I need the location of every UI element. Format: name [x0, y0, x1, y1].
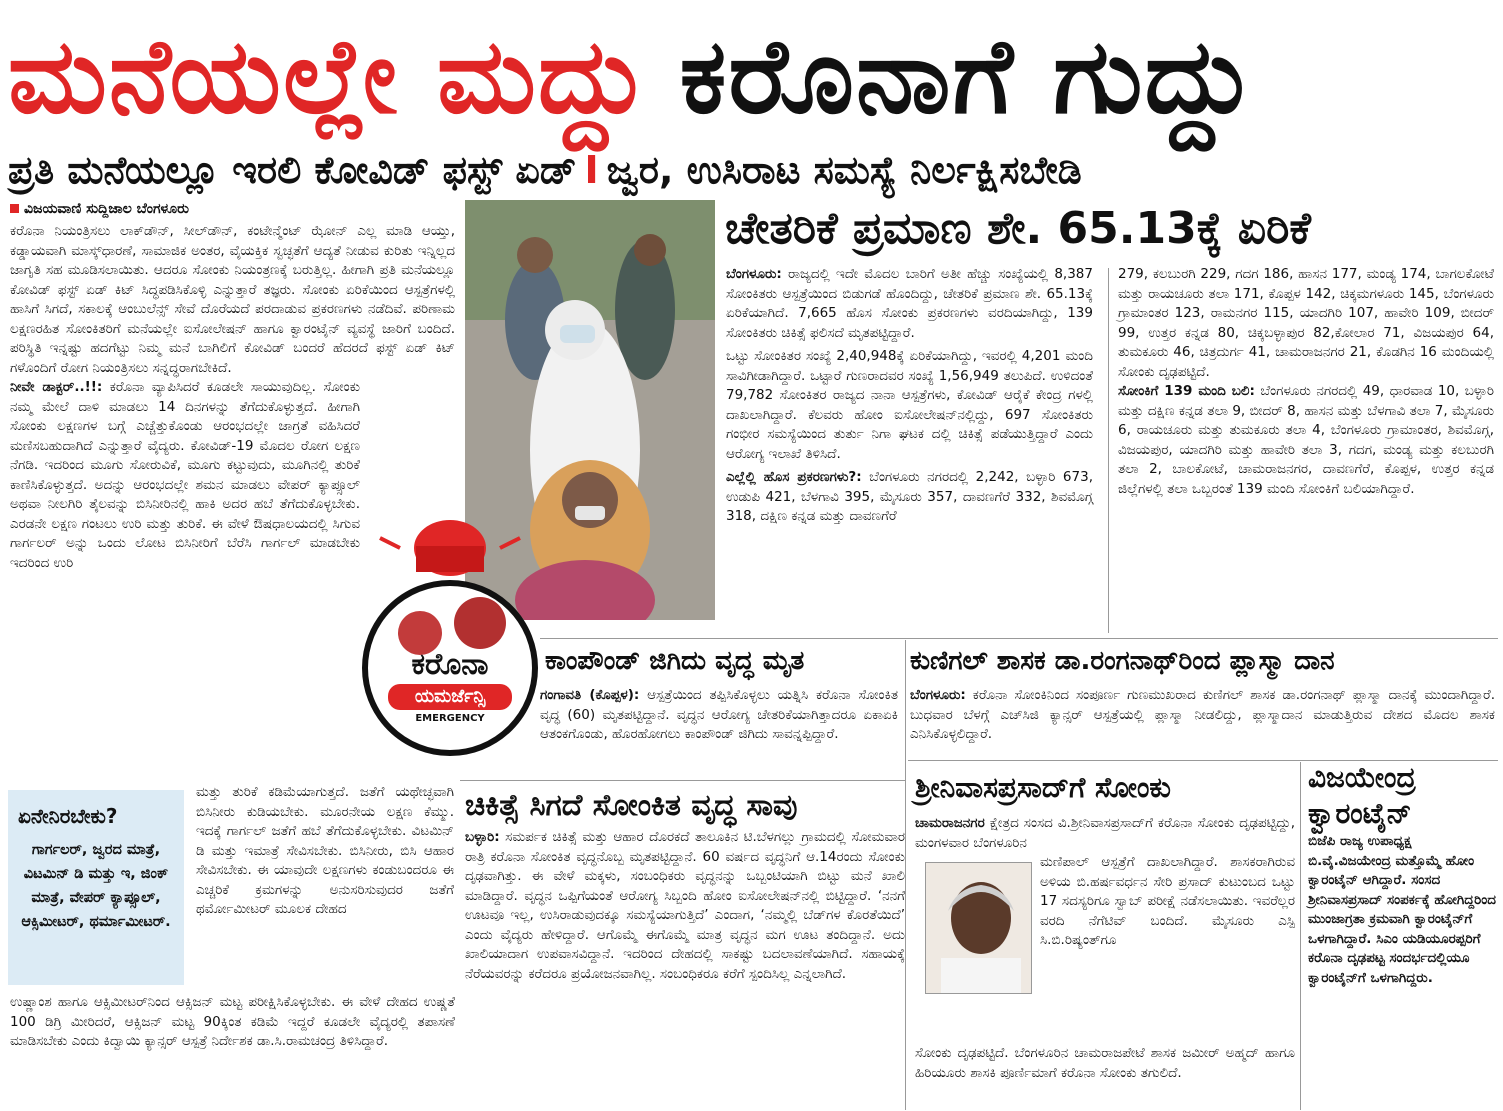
subhead-separator: I [584, 148, 599, 192]
headline-part1: ಮನೆಯಲ್ಲೇ ಮದ್ದು [8, 15, 650, 137]
chikitse-story: ಬಳ್ಳಾರಿ: ಸಮರ್ಪಕ ಚಿಕಿತ್ಸೆ ಮತ್ತು ಆಹಾರ ದೊರಕದೆ ತಾಲೂಕಿನ ಟಿ.ಬೆಳಗಲ್ಲು ಗ್ರಾಮದಲ್ಲಿ ಸೋಮವಾರ ರಾತ್ರಿ ಕರೊನಾ ಸೋಂಕಿತ ವೃದ್ಧನೊಬ್ಬ ಮೃತಪಟ್ಟಿದ್ದಾನೆ. 60 ವರ್ಷದ ವೃದ್ಧನಿಗೆ ಆ.14ರಂದು ಸೋಂಕು ದೃಢವಾಗಿತ್ತು. ಈ ವೇಳೆ ಮಕ್ಕಳು, ಸಂಬಂಧಿಕರು ವೃದ್ಧನನ್ನು ಒಬ್ಬಂಟಿಯಾಗಿ ಬಿಟ್ಟು ಮನೆ ಖಾಲಿ ಮಾಡಿದ್ದಾರೆ. ವೃದ್ಧನ ಒಪ್ಪಿಗೆಯಂತೆ ಆರೋಗ್ಯ ಸಿಬ್ಬಂದಿ ಹೋಂ ಐಸೋಲೇಷನ್‌ನಲ್ಲಿ ಬಿಟ್ಟಿದ್ದಾರೆ. ‘ನನಗೆ ಊಟವೂ ಇಲ್ಲ, ಉಸಿರಾಡುವುದಕ್ಕೂ ಸಮಸ್ಯೆಯಾಗುತ್ತಿದೆ’ ಎಂದಾಗ, ‘ನಮ್ಮಲ್ಲಿ ಬೆಡ್‌ಗಳ ಕೊರತೆಯಿದೆ’ ಎಂದು ವೈದ್ಯರು ಹೇಳಿದ್ದಾರೆ. ಆಗೊಮ್ಮೆ ಈಗೊಮ್ಮೆ ಮಾತ್ರ ವೃದ್ಧನ ಮಗ ಊಟ ತಂದಿದ್ದಾನೆ. ಅದು ಖಾಲಿಯಾದಾಗ ಉಪವಾಸವಿದ್ದಾನೆ. ಇದರಿಂದ ದೇಹದಲ್ಲಿ ಸಾಕಷ್ಟು ಬದಲಾವಣೆಯಾಗಿದೆ. ಸಹಾಯಕ್ಕೆ ನೆರೆಯವರನ್ನು ಕರೆದರೂ ಪ್ರಯೋಜನವಾಗಿಲ್ಲ. ಸಂಬಂಧಿಕರೂ ಕರೆಗೆ ಸ್ಪಂದಿಸಿಲ್ಲ ಎನ್ನಲಾಗಿದೆ. [465, 829, 905, 982]
recovery-para5: ಸೋಂಕಿಗೆ 139 ಮಂದಿ ಬಲಿ: ಬೆಂಗಳೂರು ನಗರದಲ್ಲಿ 49, ಧಾರವಾಡ 10, ಬಳ್ಳಾರಿ ಮತ್ತು ದಕ್ಷಿಣ ಕನ್ನಡ ತಲಾ 9, ಬೀದರ್ 8, ಹಾಸನ ಮತ್ತು ಬೆಳಗಾವಿ ತಲಾ 7, ಮೈಸೂರು 6, ರಾಯಚೂರು ಮತ್ತು ತುಮಕೂರು ತಲಾ 4, ಬೆಂಗಳೂರು ಗ್ರಾಮಾಂತರ, ಶಿವಮೊಗ್ಗ, ವಿಜಯಪುರ, ಯಾದಗಿರಿ ಮತ್ತು ಹಾವೇರಿ ತಲಾ 3, ಗದಗ, ಮಂಡ್ಯ ಮತ್ತು ಕಲಬುರಗಿ ತಲಾ 2, ಬಾಲಕೋಟೆ, ಚಾಮರಾಜನಗರ, ದಾವಣಗೆರೆ, ಕೊಪ್ಪಳ, ಉತ್ತರ ಕನ್ನಡ ಜಿಲ್ಲೆಗಳಲ್ಲಿ ತಲಾ ಒಬ್ಬರಂತೆ 139 ಮಂದಿ ಸೋಂಕಿಗೆ ಬಲಿಯಾಗಿದ್ದಾರೆ. [1118, 383, 1494, 497]
byline: ವಿಜಯವಾಣಿ ಸುದ್ದಿಜಾಲ ಬೆಂಗಳೂರು [10, 200, 455, 218]
kunigal-story: ಬೆಂಗಳೂರು: ಕರೊನಾ ಸೋಂಕಿನಿಂದ ಸಂಪೂರ್ಣ ಗುಣಮುಖರಾದ ಕುಣಿಗಲ್ ಶಾಸಕ ಡಾ.ರಂಗನಾಥ್ ಪ್ಲಾಸ್ಮಾ ದಾನಕ್ಕೆ ಮುಂದಾಗಿದ್ದಾರೆ. ಬುಧವಾರ ಬೆಳಗ್ಗೆ ಎಚ್‌ಸಿಜಿ ಕ್ಯಾನ್ಸರ್ ಆಸ್ಪತ್ರೆಯಲ್ಲಿ ಪ್ಲಾಸ್ಮಾ ನೀಡಲಿದ್ದು, ಪ್ಲಾಸ್ಮಾದಾನ ಮಾಡುತ್ತಿರುವ ದೇಶದ ಮೊದಲ ಶಾಸಕ ಎನಿಸಿಕೊಳ್ಳಲಿದ್ದಾರೆ. [910, 687, 1495, 742]
checklist-box [8, 790, 184, 985]
main-story-para1: ಕರೊನಾ ನಿಯಂತ್ರಿಸಲು ಲಾಕ್‌ಡೌನ್, ಸೀಲ್‌ಡೌನ್, ಕಂಟೇನ್ಮೆಂಟ್ ಝೋನ್ ಎಲ್ಲ ಮಾಡಿ ಆಯ್ತು, ಕಡ್ಡಾಯವಾಗಿ ಮಾಸ್ಕ್‌ಧಾರಣೆ, ಸಾಮಾಜಿಕ ಅಂತರ, ವೈಯಕ್ತಿಕ ಸ್ವಚ್ಛತೆಗೆ ಆದ್ಯತೆ ನೀಡುವ ಕುರಿತು ಇನ್ನಿಲ್ಲದ ಜಾಗೃತಿ ಸಹ ಮೂಡಿಸಲಾಯಿತು. ಆದರೂ ಸೋಂಕು ನಿಯಂತ್ರಣಕ್ಕೆ ಬರುತ್ತಿಲ್ಲ. ಹೀಗಾಗಿ ಪ್ರತಿ ಮನೆಯಲ್ಲೂ ಕೋವಿಡ್ ಫಸ್ಟ್ ಏಡ್ ಕಿಟ್ ಸಿದ್ಧಪಡಿಸಿಕೊಳ್ಳಿ ಎನ್ನುತ್ತಾರೆ ತಜ್ಞರು. ಸೋಂಕು ಏರಿಕೆಯಿಂದ ಆಸ್ಪತ್ರೆಗಳಲ್ಲಿ ಹಾಸಿಗೆ ಸಿಗದೆ, ಸಕಾಲಕ್ಕೆ ಆಂಬುಲೆನ್ಸ್ ಸೇವೆ ದೊರೆಯದೆ ಪರದಾಡುವ ಪ್ರಕರಣಗಳು ನಡೆದಿವೆ. ಪರಿಣಾಮ ಲಕ್ಷಣರಹಿತ ಸೋಂಕಿತರಿಗೆ ಮನೆಯಲ್ಲೇ ಐಸೋಲೇಷನ್ ಹಾಗೂ ಕ್ವಾರಂಟೈನ್ ವ್ಯವಸ್ಥೆ ಜಾರಿಗೆ ಬಂದಿದೆ. ಪರಿಸ್ಥಿತಿ ಇನ್ನಷ್ಟು ಹದಗೆಟ್ಟು ನಿಮ್ಮ ಮನೆ ಬಾಗಿಲಿಗೆ ಕೋವಿಡ್ ಬಂದರೆ ಹೆದರದೆ ಫಸ್ಟ್ ಏಡ್ ಕಿಟ್ ಗಳೊಂದಿಗೆ ರೋಗ ನಿಯಂತ್ರಿಸಲು ಸನ್ನದ್ಧರಾಗಬೇಕಿದೆ. [10, 223, 455, 376]
recovery-para4: 279, ಕಲಬುರಗಿ 229, ಗದಗ 186, ಹಾಸನ 177, ಮಂಡ್ಯ 174, ಬಾಗಲಕೋಟೆ ಮತ್ತು ರಾಯಚೂರು ತಲಾ 171, ಕೊಪ್ಪಳ 142, ಚಿಕ್ಕಮಗಳೂರು 145, ಬೆಂಗಳೂರು ಗ್ರಾಮಾಂತರ 123, ರಾಮನಗರ 115, ಯಾದಗಿರಿ 107, ಹಾವೇರಿ 109, ಬೀದರ್ 99, ಉತ್ತರ ಕನ್ನಡ 80, ಚಿಕ್ಕಬಳ್ಳಾಪುರ 82,ಕೋಲಾರ 71, ವಿಜಯಪುರ 64, ತುಮಕೂರು 46, ಚಿತ್ರದುರ್ಗ 41, ಚಾಮರಾಜನಗರ 21, ಕೊಡಗಿನ 16 ಮಂದಿಯಲ್ಲಿ ಸೋಂಕು ದೃಢಪಟ್ಟಿದೆ. [1118, 266, 1494, 380]
headline-part2: ಕರೊನಾಗೆ ಗುದ್ದು [679, 15, 1257, 137]
sreeni-headline: ಶ್ರೀನಿವಾಸಪ್ರಸಾದ್‌ಗೆ ಸೋಂಕು [915, 771, 1171, 804]
section-rule [540, 638, 1498, 639]
sreeni-story-top: ಚಾಮರಾಜನಗರ ಕ್ಷೇತ್ರದ ಸಂಸದ ವಿ.ಶ್ರೀನಿವಾಸಪ್ರಸಾದ್‌ಗೆ ಕರೊನಾ ಸೋಂಕು ದೃಢಪಟ್ಟಿದ್ದು, ಮಂಗಳವಾರ ಬೆಂಗಳೂರಿನ [915, 815, 1295, 851]
badge-line1: ಕರೊನಾ [411, 647, 489, 682]
checklist-title: ಏನೇನಿರಬೇಕು? [18, 804, 118, 828]
kunigal-headline: ಕುಣಿಗಲ್ ಶಾಸಕ ಡಾ.ರಂಗನಾಥ್‌ರಿಂದ ಪ್ಲಾಸ್ಮಾ ದಾನ [910, 646, 1335, 676]
main-story-end [10, 993, 455, 1052]
byline-marker-icon [10, 204, 19, 213]
column-rule [1300, 762, 1301, 1110]
badge-line2: ಯಮರ್ಜೆನ್ಸಿ [388, 684, 512, 710]
column-rule [905, 640, 906, 1110]
recovery-para1: ಬೆಂಗಳೂರು: ರಾಜ್ಯದಲ್ಲಿ ಇದೇ ಮೊದಲ ಬಾರಿಗೆ ಅತೀ ಹೆಚ್ಚು ಸಂಖ್ಯೆಯಲ್ಲಿ 8,387 ಸೋಂಕಿತರು ಆಸ್ಪತ್ರೆಯಿಂದ ಬಿಡುಗಡೆ ಹೊಂದಿದ್ದು, ಚೇತರಿಕೆ ಪ್ರಮಾಣ ಶೇ. 65.13ಕ್ಕೆ ಏರಿಕೆಯಾಗಿದೆ. 7,665 ಹೊಸ ಸೋಂಕು ಪ್ರಕರಣಗಳು ವರದಿಯಾಗಿದ್ದು, 139 ಸೋಂಕಿತರು ಚಿಕಿತ್ಸೆ ಫಲಿಸದೆ ಮೃತಪಟ್ಟಿದ್ದಾರೆ. [726, 266, 1093, 341]
main-story-para3: ಮತ್ತು ತುರಿಕೆ ಕಡಿಮೆಯಾಗುತ್ತದೆ. ಜತೆಗೆ ಯಥೇಚ್ಛವಾಗಿ ಬಿಸಿನೀರು ಕುಡಿಯಬೇಕು. ಮೂರನೇಯ ಲಕ್ಷಣ ಕೆಮ್ಮು. ಇದಕ್ಕೆ ಗಾರ್ಗಲ್ ಜತೆಗೆ ಹಬೆ ತೆಗೆದುಕೊಳ್ಳಬೇಕು. ವಿಟಮಿನ್ ಡಿ ಮತ್ತು ಇಮಾತ್ರೆ ಸೇವಿಸಬೇಕು. ಬಿಸಿನೀರು, ಬಿಸಿ ಆಹಾರ ಸೇವಿಸಬೇಕು. ಈ ಯಾವುದೇ ಲಕ್ಷಣಗಳು ಕಂಡುಬಂದರೂ ಈ ಎಚ್ಚರಿಕೆ ಕ್ರಮಗಳನ್ನು ಅನುಸರಿಸುವುದರ ಜತೆಗೆ ಥರ್ಮೋಮೀಟರ್ ಮೂಲಕ ದೇಹದ [196, 784, 454, 917]
recovery-column-1 [726, 265, 1093, 527]
sreeni-story-right: ಮಣಿಪಾಲ್ ಆಸ್ಪತ್ರೆಗೆ ದಾಖಲಾಗಿದ್ದಾರೆ. ಶಾಸಕರಾಗಿರುವ ಅಳಿಯ ಬಿ.ಹರ್ಷವರ್ಧನ ಸೇರಿ ಪ್ರಸಾದ್ ಕುಟುಂಬದ ಒಟ್ಟು 17 ಸದಸ್ಯರಿಗೂ ಸ್ವಾಬ್ ಪರೀಕ್ಷೆ ನಡೆಸಲಾಯಿತು. ಇವರೆಲ್ಲರ ವರದಿ ನೆಗೆಟಿವ್ ಬಂದಿದೆ. ಮೈಸೂರು ಎಸ್ಪಿ ಸಿ.ಬಿ.ರಿಷ್ಯಂತ್‌ಗೂ [1040, 854, 1295, 948]
subhead-left: ಪ್ರತಿ ಮನೆಯಲ್ಲೂ ಇರಲಿ ಕೋವಿಡ್ ಫಸ್ಟ್ ಏಡ್ [8, 148, 577, 192]
main-story-para2: ನೀವೇ ಡಾಕ್ಟರ್..!!: ಕರೊನಾ ವ್ಯಾಪಿಸಿದರೆ ಕೂಡಲೇ ಸಾಯುವುದಿಲ್ಲ. ಸೋಂಕು ನಮ್ಮ ಮೇಲೆ ದಾಳಿ ಮಾಡಲು 14 ದಿನಗಳನ್ನು ತೆಗೆದುಕೊಳ್ಳುತ್ತದೆ. ಹೀಗಾಗಿ ಸೋಂಕು ಲಕ್ಷಣಗಳ ಬಗ್ಗೆ ಎಚ್ಚೆತ್ತುಕೊಂಡು ಆರಂಭದಲ್ಲೇ ಜಾಗ್ರತೆ ವಹಿಸಿದರೆ ಮಣಿಸಬಹುದಾಗಿದೆ ಎನ್ನುತ್ತಾರೆ ವೈದ್ಯರು. ಕೋವಿಡ್-19 ಮೊದಲ ರೋಗ ಲಕ್ಷಣ ನೆಗಡಿ. ಇದರಿಂದ ಮೂಗು ಸೋರುವಿಕೆ, ಮೂಗು ಕಟ್ಟುವುದು, ಮೂಗಿನಲ್ಲಿ ತುರಿಕೆ ಕಾಣಿಸಿಕೊಳ್ಳುತ್ತದೆ. ಅದನ್ನು ಆರಂಭದಲ್ಲೇ ಶಮನ ಮಾಡಲು ವೇಪರ್ ಕ್ಯಾಪ್ಸೂಲ್ ಅಥವಾ ನೀಲಗಿರಿ ತೈಲವನ್ನು ಬಿಸಿನೀರಿನಲ್ಲಿ ಹಾಕಿ ಅದರ ಹಬೆ ತೆಗೆದುಕೊಳ್ಳಬೇಕು. ಎರಡನೇ ಲಕ್ಷಣ ಗಂಟಲು ಉರಿ ಮತ್ತು ತುರಿಕೆ. ಈ ವೇಳೆ ಔಷಧಾಲಯದಲ್ಲಿ ಸಿಗುವ ಗಾರ್ಗಲರ್ ಅನ್ನು ಒಂದು ಲೋಟ ಬಿಸಿನೀರಿಗೆ ಬೆರೆಸಿ ಗಾರ್ಗಲ್ ಮಾಡಬೇಕು ಇದರಿಂದ ಉರಿ [10, 379, 360, 571]
recovery-headline: ಚೇತರಿಕೆ ಪ್ರಮಾಣ ಶೇ. 65.13ಕ್ಕೆ ಏರಿಕೆ [725, 203, 1311, 254]
main-story-para4: ಉಷ್ಣಾಂಶ ಹಾಗೂ ಆಕ್ಸಿಮೀಟರ್‌ನಿಂದ ಆಕ್ಸಿಜನ್ ಮಟ್ಟ ಪರೀಕ್ಷಿಸಿಕೊಳ್ಳಬೇಕು. ಈ ವೇಳೆ ದೇಹದ ಉಷ್ಣತೆ 100 ಡಿಗ್ರಿ ಮೀರಿದರೆ, ಆಕ್ಸಿಜನ್ ಮಟ್ಟ 90ಕ್ಕಿಂತ ಕಡಿಮೆ ಇದ್ದರೆ ಕೂಡಲೇ ವೈದ್ಯರಲ್ಲಿ ತಪಾಸಣೆ ಮಾಡಿಸಬೇಕು ಎಂದು ಕಿದ್ವಾಯಿ ಕ್ಯಾನ್ಸರ್ ಆಸ್ಪತ್ರೆ ನಿರ್ದೇಶಕ ಡಾ.ಸಿ.ರಾಮಚಂದ್ರ ತಿಳಿಸಿದ್ದಾರೆ. [10, 994, 455, 1049]
badge-line3: EMERGENCY [415, 713, 485, 724]
recovery-column-2 [1118, 265, 1494, 499]
recovery-para3: ಎಲ್ಲೆಲ್ಲಿ ಹೊಸ ಪ್ರಕರಣಗಳು?: ಬೆಂಗಳೂರು ನಗರದಲ್ಲಿ 2,242, ಬಳ್ಳಾರಿ 673, ಉಡುಪಿ 421, ಬೆಳಗಾವಿ 395, ಮೈಸೂರು 357, ದಾವಣಗೆರೆ 332, ಶಿವಮೊಗ್ಗ 318, ದಕ್ಷಿಣ ಕನ್ನಡ ಮತ್ತು ದಾವಣಗೆರೆ [726, 469, 1093, 524]
recovery-para2: ಒಟ್ಟು ಸೋಂಕಿತರ ಸಂಖ್ಯೆ 2,40,948ಕ್ಕೆ ಏರಿಕೆಯಾಗಿದ್ದು, ಇವರಲ್ಲಿ 4,201 ಮಂದಿ ಸಾವಿಗೀಡಾಗಿದ್ದಾರೆ. ಒಟ್ಟಾರೆ ಗುಣರಾದವರ ಸಂಖ್ಯೆ 1,56,949 ತಲುಪಿದೆ. ಉಳಿದಂತೆ 79,782 ಸೋಂಕಿತರ ರಾಜ್ಯದ ನಾನಾ ಆಸ್ಪತ್ರೆಗಳು, ಕೋವಿಡ್ ಆರೈಕೆ ಕೇಂದ್ರ ಗಳಲ್ಲಿ ದಾಖಲಾಗಿದ್ದಾರೆ. ಕೆಲವರು ಹೋಂ ಐಸೋಲೇಷನ್‌ನಲ್ಲಿದ್ದು, 697 ಸೋಂಕಿತರು ಗಂಭೀರ ಸಮಸ್ಯೆಯಿಂದ ತುರ್ತು ನಿಗಾ ಘಟಕ ದಲ್ಲಿ ಚಿಕಿತ್ಸೆ ಪಡೆಯುತ್ತಿದ್ದಾರೆ ಎಂದು ಆರೋಗ್ಯ ಇಲಾಖೆ ತಿಳಿಸಿದೆ. [726, 348, 1093, 462]
corona-emergency-badge [360, 518, 540, 758]
sreeni-story-bottom: ಸೋಂಕು ದೃಢಪಟ್ಟಿದೆ. ಬೆಂಗಳೂರಿನ ಚಾಮರಾಜಪೇಟೆ ಶಾಸಕ ಜಮೀರ್ ಅಹ್ಮದ್ ಹಾಗೂ ಹಿರಿಯೂರು ಶಾಸಕಿ ಪೂರ್ಣಿಮಾಗೆ ಕರೊನಾ ಸೋಂಕು ತಗುಲಿದೆ. [915, 1045, 1295, 1081]
column-rule [1108, 268, 1109, 633]
chikitse-headline: ಚಿಕಿತ್ಸೆ ಸಿಗದೆ ಸೋಂಕಿತ ವೃದ್ಧ ಸಾವು [465, 788, 798, 823]
section-rule [460, 780, 905, 781]
main-story-continued [196, 783, 454, 920]
portrait-photo [925, 862, 1032, 994]
badge-text [380, 648, 520, 726]
vijay-story: ಬಿಜೆಪಿ ರಾಜ್ಯ ಉಪಾಧ್ಯಕ್ಷ ಬಿ.ವೈ.ವಿಜಯೇಂದ್ರ ಮತ್ತೊಮ್ಮೆ ಹೋಂ ಕ್ವಾರಂಟೈನ್ ಆಗಿದ್ದಾರೆ. ಸಂಸದ ಶ್ರೀನಿವಾಸಪ್ರಸಾದ್ ಸಂಪರ್ಕಕ್ಕೆ ಹೋಗಿದ್ದರಿಂದ ಮುಂಜಾಗ್ರತಾ ಕ್ರಮವಾಗಿ ಕ್ವಾರಂಟೈನ್‌ಗೆ ಒಳಗಾಗಿದ್ದಾರೆ. ಸಿಎಂ ಯಡಿಯೂರಪ್ಪರಿಗೆ ಕರೊನಾ ದೃಢಪಟ್ಟ ಸಂದರ್ಭದಲ್ಲಿಯೂ ಕ್ವಾರಂಟೈನ್‌ಗೆ ಒಳಗಾಗಿದ್ದರು. [1308, 833, 1496, 986]
compound-story: ಗಂಗಾವತಿ (ಕೊಪ್ಪಳ): ಆಸ್ಪತ್ರೆಯಿಂದ ತಪ್ಪಿಸಿಕೊಳ್ಳಲು ಯತ್ನಿಸಿ ಕರೊನಾ ಸೋಂಕಿತ ವೃದ್ಧ (60) ಮೃತಪಟ್ಟಿದ್ದಾನೆ. ವೃದ್ಧನ ಆರೋಗ್ಯ ಚೇತರಿಕೆಯಾಗಿತ್ತಾದರೂ ಏಕಾಏಕಿ ಆತಂಕಗೊಂಡು, ಹೊರಹೋಗಲು ಕಾಂಪೌಂಡ್ ಜಿಗಿದು ಸಾವನ್ನಪ್ಪಿದ್ದಾರೆ. [540, 687, 898, 742]
subheadline [8, 148, 1498, 192]
vijay-headline: ವಿಜಯೇಂದ್ರ ಕ್ವಾರಂಟೈನ್ [1308, 761, 1416, 830]
compound-headline: ಕಾಂಪೌಂಡ್ ಜಿಗಿದು ವೃದ್ಧ ಮೃತ [545, 646, 805, 676]
checklist-content: ಗಾರ್ಗಲರ್, ಜ್ವರದ ಮಾತ್ರೆ, ವಿಟಮಿನ್ ಡಿ ಮತ್ತು ಇ, ಜಿಂಕ್ ಮಾತ್ರೆ, ವೇಪರ್ ಕ್ಯಾಪ್ಸೂಲ್, ಆಕ್ಸಿಮೀಟರ್, ಥರ್ಮಾಮೀಟರ್. [21, 842, 171, 930]
subhead-right: ಜ್ವರ, ಉಸಿರಾಟ ಸಮಸ್ಯೆ ನಿರ್ಲಕ್ಷಿಸಬೇಡಿ [606, 148, 1082, 192]
portrait-image [926, 863, 1031, 993]
main-headline [8, 6, 1498, 146]
